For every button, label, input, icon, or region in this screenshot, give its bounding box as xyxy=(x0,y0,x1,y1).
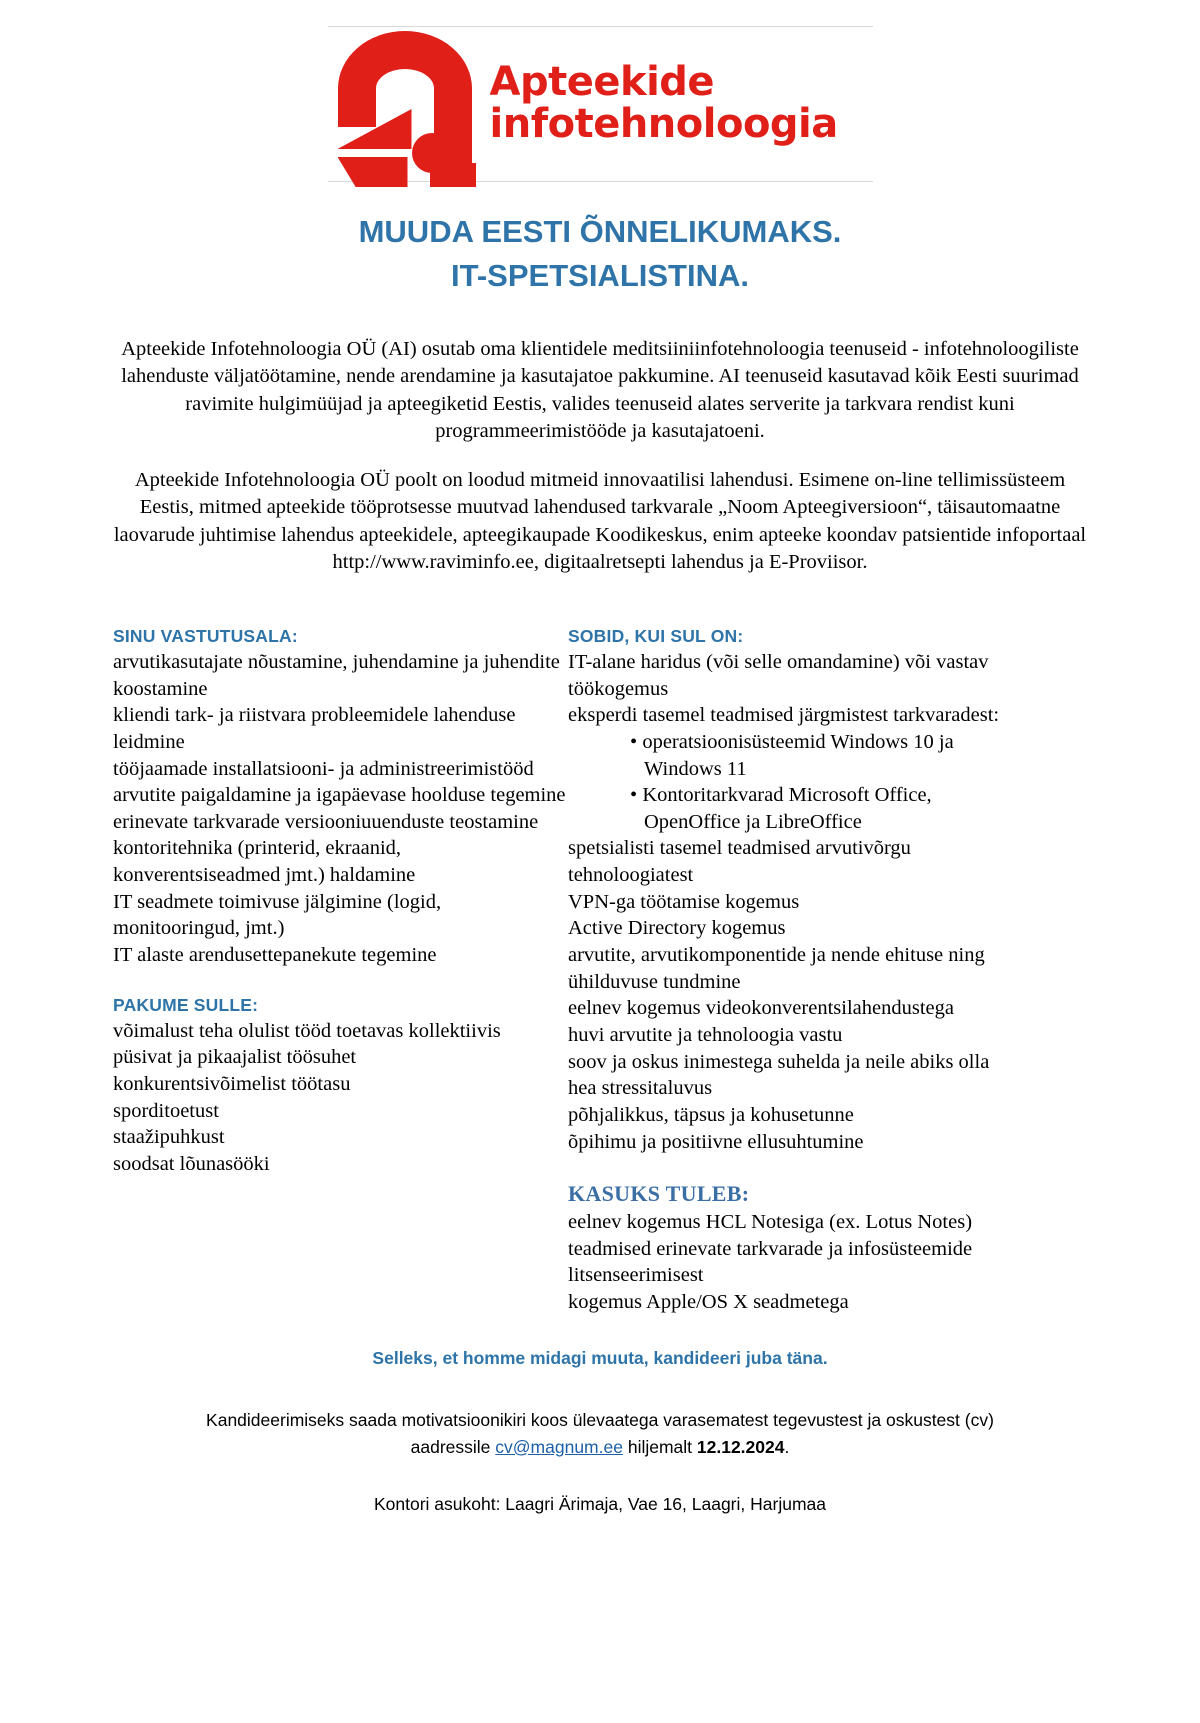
section-spacer xyxy=(113,969,568,995)
intro-section xyxy=(108,336,1093,576)
application-instructions-line2 xyxy=(0,1434,1200,1461)
list-item: IT seadmete toimivuse jälgimine (logid, monitooringud, jmt.) xyxy=(113,890,442,940)
list-item: kliendi tark- ja riistvara probleemidele lahenduse leidmine xyxy=(113,704,516,753)
right-column xyxy=(568,626,1013,1316)
list-item: püsivat ja pikaajalist töösuhet xyxy=(113,1046,357,1069)
requirements-list-bottom xyxy=(568,835,1013,1155)
company-logo xyxy=(328,26,873,182)
logo-wordmark-line2: infotehnoloogia xyxy=(489,101,838,147)
list-item: tööjaamade installatsiooni- ja administreerimistööd xyxy=(113,757,534,780)
requirements-software-bullets xyxy=(568,729,1013,836)
list-item: soodsat lõunasööki xyxy=(113,1152,270,1175)
list-item: kogemus Apple/OS X seadmetega xyxy=(568,1291,849,1314)
list-item: teadmised erinevate tarkvarade ja infosüsteemide litsenseerimisest xyxy=(568,1237,973,1287)
list-item: eelnev kogemus HCL Notesiga (ex. Lotus Notes) xyxy=(568,1211,973,1234)
responsibilities-list xyxy=(113,649,568,969)
list-item: soov ja oskus inimestega suhelda ja neile abiks olla xyxy=(568,1050,990,1073)
list-item: spetsialisti tasemel teadmised arvutivõrgu tehnoloogiatest xyxy=(568,837,911,887)
list-item: • operatsioonisüsteemid Windows 10 ja Windows 11 xyxy=(630,729,1013,782)
logo-wordmark-line1: Apteekide xyxy=(489,59,715,106)
page-title xyxy=(0,210,1200,298)
offer-list xyxy=(113,1018,568,1178)
logo-mark-icon xyxy=(334,29,476,179)
logo-wordmark xyxy=(489,59,838,147)
list-item: eelnev kogemus videokonverentsilahendustega xyxy=(568,997,954,1020)
application-instructions xyxy=(0,1407,1200,1460)
left-column xyxy=(113,626,568,1316)
section-spacer xyxy=(568,1155,1013,1181)
responsibilities-heading: SINU VASTUTUSALA: xyxy=(113,626,298,646)
list-item: IT-alane haridus (või selle omandamine) või vastav töökogemus xyxy=(568,651,989,700)
list-item: sporditoetust xyxy=(113,1099,219,1122)
call-to-action-text: Selleks, et homme midagi muuta, kandideeri juba täna. xyxy=(372,1348,828,1368)
list-item: erinevate tarkvarade versiooniuuenduste teostamine xyxy=(113,810,539,833)
application-deadline: 12.12.2024 xyxy=(696,1436,785,1457)
details-columns xyxy=(0,626,1200,1316)
list-item: hea stressitaluvus xyxy=(568,1077,713,1100)
requirements-list-top xyxy=(568,649,1013,729)
apply-middle-text: hiljemalt xyxy=(622,1436,697,1457)
list-item: õpihimu ja positiivne ellusuhtumine xyxy=(568,1130,864,1153)
bonus-heading: KASUKS TULEB: xyxy=(568,1181,750,1207)
list-item: Active Directory kogemus xyxy=(568,917,786,940)
list-item: arvutite paigaldamine ja igapäevase hoolduse tegemine xyxy=(113,784,566,807)
list-item: kontoritehnika (printerid, ekraanid, konverentsiseadmed jmt.) haldamine xyxy=(113,837,416,887)
footer-section xyxy=(0,1348,1200,1515)
page-title-line1: MUUDA EESTI ÕNNELIKUMAKS. xyxy=(358,214,842,249)
list-item: staažipuhkust xyxy=(113,1126,225,1149)
bonus-list xyxy=(568,1209,1013,1316)
intro-paragraph-1: Apteekide Infotehnoloogia OÜ (AI) osutab oma klientidele meditsiiniinfotehnoloogia teenuseid - infotehnoloogiliste lahenduste väljatöötamine, nende arendamine ja kasutajatoe pakkumine. AI teenuseid kasutavad kõik Eesti suurimad ravimite hulgimüüjad ja apteegiketid Eestis, valides teenuseid alates serverite ja tarkvara rendist kuni programmeerimistööde ja kasutajatoeni. xyxy=(121,338,1079,442)
list-item: huvi arvutite ja tehnoloogia vastu xyxy=(568,1023,843,1046)
application-instructions-line1: Kandideerimiseks saada motivatsioonikiri koos ülevaatega varasematest tegevustest ja oskustest (cv) xyxy=(206,1410,994,1430)
intro-paragraph-2: Apteekide Infotehnoloogia OÜ poolt on loodud mitmeid innovaatilisi lahendusi. Esimene on-line tellimissüsteem Eestis, mitmed apteekide tööprotsesse muutvad lahendused tarkvarale „Noom Apteegiversioon“, täisautomaatne laovarude juhtimise lahendus apteekidele, apteegikaupade Koodikeskus, enim apteeke koondav patsientide infoportaal http://www.raviminfo.ee, digitaalretsepti lahendus ja E-Proviisor. xyxy=(113,469,1087,573)
apply-prefix-text: aadressile xyxy=(410,1436,496,1457)
list-item: arvutikasutajate nõustamine, juhendamine ja juhendite koostamine xyxy=(113,651,560,700)
page-title-line2: IT-SPETSIALISTINA. xyxy=(451,258,749,294)
list-item: VPN-ga töötamise kogemus xyxy=(568,890,800,913)
list-item: konkurentsivõimelist töötasu xyxy=(113,1072,351,1095)
list-item: eksperdi tasemel teadmised järgmistest tarkvaradest: xyxy=(568,704,1000,727)
list-item: võimalust teha olulist tööd toetavas kollektiivis xyxy=(113,1019,501,1042)
list-item: arvutite, arvutikomponentide ja nende ehituse ning ühilduvuse tundmine xyxy=(568,944,985,993)
list-item: • Kontoritarkvarad Microsoft Office, OpenOffice ja LibreOffice xyxy=(630,782,1013,835)
list-item: põhjalikkus, täpsus ja kohusetunne xyxy=(568,1103,854,1126)
list-item: IT alaste arendusettepanekute tegemine xyxy=(113,944,437,967)
requirements-heading: SOBID, KUI SUL ON: xyxy=(568,626,744,646)
apply-suffix-text: . xyxy=(784,1436,790,1457)
office-location: Kontori asukoht: Laagri Ärimaja, Vae 16, Laagri, Harjumaa xyxy=(373,1494,826,1515)
contact-email-link[interactable]: cv@magnum.ee xyxy=(495,1436,623,1457)
offer-heading: PAKUME SULLE: xyxy=(113,994,259,1015)
